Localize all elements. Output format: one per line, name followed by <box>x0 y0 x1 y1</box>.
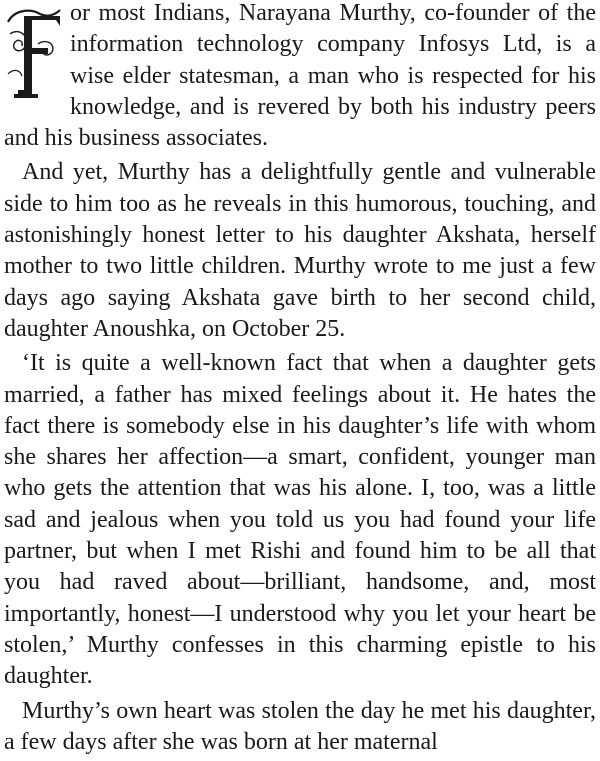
article-body <box>4 0 596 761</box>
paragraph-3: ‘It is quite a well-known fact that when a daughter gets married, a father has mixed feelings about it. He hates the fact there is somebody else in his daughter’s life with whom she shares her affection—a smart, confident, younger man who gets the attention that was his alone. I, too, was a little sad and jealous when you told us you had found your life partner, but when I met Rishi and found him to be all that you had raved about—brilliant, handsome, and, most importantly, honest—I understood why you let your heart be stolen,’ Murthy confesses in this charming epistle to his daughter. <box>4 350 596 690</box>
drop-cap <box>4 4 62 100</box>
paragraph-1 <box>4 0 596 154</box>
paragraph-2: And yet, Murthy has a delightfully gentle and vulnerable side to him too as he reveals in this humorous, touching, and astonishingly honest letter to his daughter Akshata, herself mother to two little children. Murthy wrote to me just a few days ago saying Akshata gave birth to her second child, daughter Anoushka, on October 25. <box>4 159 596 342</box>
ornamental-drop-cap-f-icon <box>4 4 62 100</box>
paragraph-1-text: or most Indians, Narayana Murthy, co-founder of the information technology company Infosys Ltd, is a wise elder statesman, a man who is respected for his knowledge, and is revered by both his industry peers and his business associates. <box>4 0 596 152</box>
paragraph-4: Murthy’s own heart was stolen the day he met his daughter, a few days after she was born at her maternal <box>4 697 596 755</box>
